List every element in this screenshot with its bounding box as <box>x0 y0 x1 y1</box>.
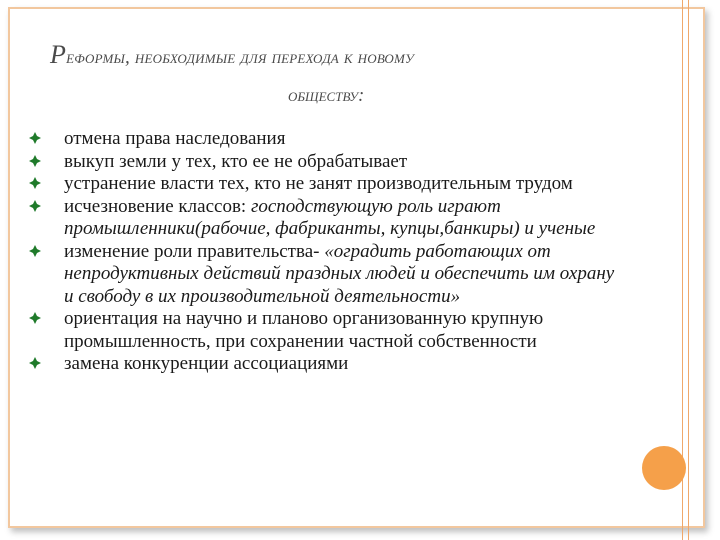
list-item <box>28 151 628 174</box>
title-line-1: еформы, необходимые для перехода к новому <box>66 47 414 68</box>
item-text: изменение роли правительства- <box>64 240 325 262</box>
slide-title <box>20 36 680 115</box>
item-text: замена конкуренции ассоциациями <box>64 353 349 374</box>
item-emphasis: господствующую роль играют промышленники(рабочие, фабриканты, купцы,банкиры) и ученые <box>64 195 596 239</box>
list-item <box>28 128 628 151</box>
diamond-bullet-icon <box>28 176 42 190</box>
list-item <box>28 308 628 353</box>
item-emphasis: «оградить работающих от непродуктивных действий праздных людей и обеспечить им охрану и свободу в их производительной деятельности» <box>64 240 615 307</box>
diamond-bullet-icon <box>28 131 42 145</box>
title-line-2: обществу: <box>288 85 365 106</box>
diamond-bullet-icon <box>28 244 42 258</box>
diamond-bullet-icon <box>28 356 42 370</box>
bullet-list <box>28 128 628 376</box>
list-item <box>28 241 628 309</box>
list-item <box>28 196 628 241</box>
item-text: устранение власти тех, кто не занят производительным трудом <box>64 173 573 194</box>
diamond-bullet-icon <box>28 199 42 213</box>
diamond-bullet-icon <box>28 311 42 325</box>
decor-line-right <box>688 0 689 540</box>
diamond-bullet-icon <box>28 154 42 168</box>
item-text: ориентация на научно и планово организованную крупную промышленность, при сохранении частной собственности <box>64 308 544 352</box>
list-item <box>28 173 628 196</box>
accent-circle <box>642 446 686 490</box>
item-text: выкуп земли у тех, кто ее не обрабатывает <box>64 150 408 172</box>
item-text: отмена права наследования <box>64 128 286 149</box>
item-text: исчезновение классов: <box>64 195 251 217</box>
list-item <box>28 353 628 376</box>
title-initial: Р <box>50 40 67 69</box>
